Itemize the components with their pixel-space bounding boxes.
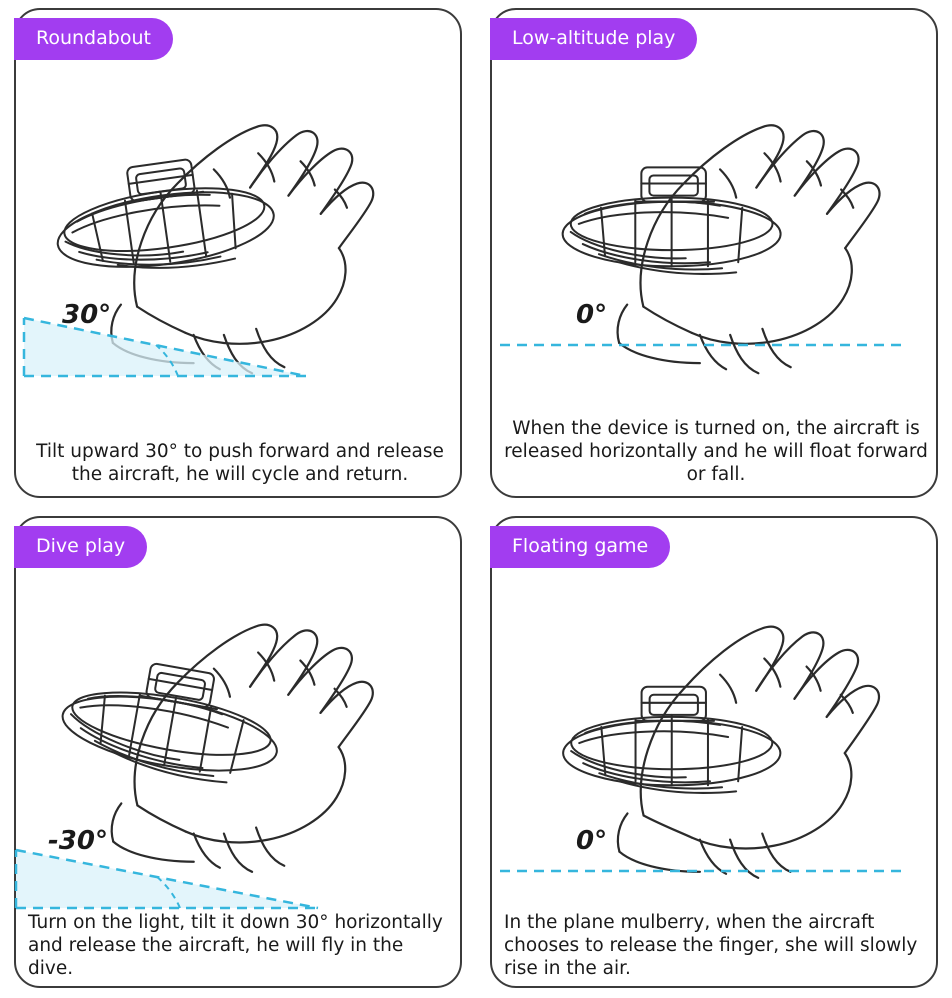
panel-roundabout bbox=[0, 0, 476, 508]
panel-title-badge: Roundabout bbox=[14, 18, 173, 60]
panel-caption: In the plane mulberry, when the aircraft chooses to release the finger, she will slowly rise in the air. bbox=[504, 911, 918, 979]
illustration-hand-holding-drone-level bbox=[492, 56, 936, 416]
angle-baseline bbox=[494, 330, 914, 360]
panel-title-badge: Dive play bbox=[14, 526, 147, 568]
angle-wedge bbox=[10, 808, 330, 918]
panel-low-altitude-play bbox=[476, 0, 952, 508]
angle-value-label: -30° bbox=[48, 826, 108, 856]
panel-caption: When the device is turned on, the aircraft is released horizontally and he will float forward or fall. bbox=[504, 417, 928, 485]
angle-value-label: 30° bbox=[62, 300, 112, 330]
panel-caption: Turn on the light, tilt it down 30° horizontally and release the aircraft, he will fly in the dive. bbox=[28, 911, 443, 979]
panel-title-badge: Low-altitude play bbox=[490, 18, 697, 60]
panel-floating-game bbox=[476, 508, 952, 998]
angle-baseline bbox=[494, 856, 914, 886]
panel-title-badge: Floating game bbox=[490, 526, 670, 568]
illustration-hand-holding-drone-level-2 bbox=[492, 564, 936, 906]
panel-caption: Tilt upward 30° to push forward and release the aircraft, he will cycle and return. bbox=[36, 440, 444, 485]
panel-dive-play bbox=[0, 508, 476, 998]
angle-value-label: 0° bbox=[576, 826, 608, 856]
angle-value-label: 0° bbox=[576, 300, 608, 330]
